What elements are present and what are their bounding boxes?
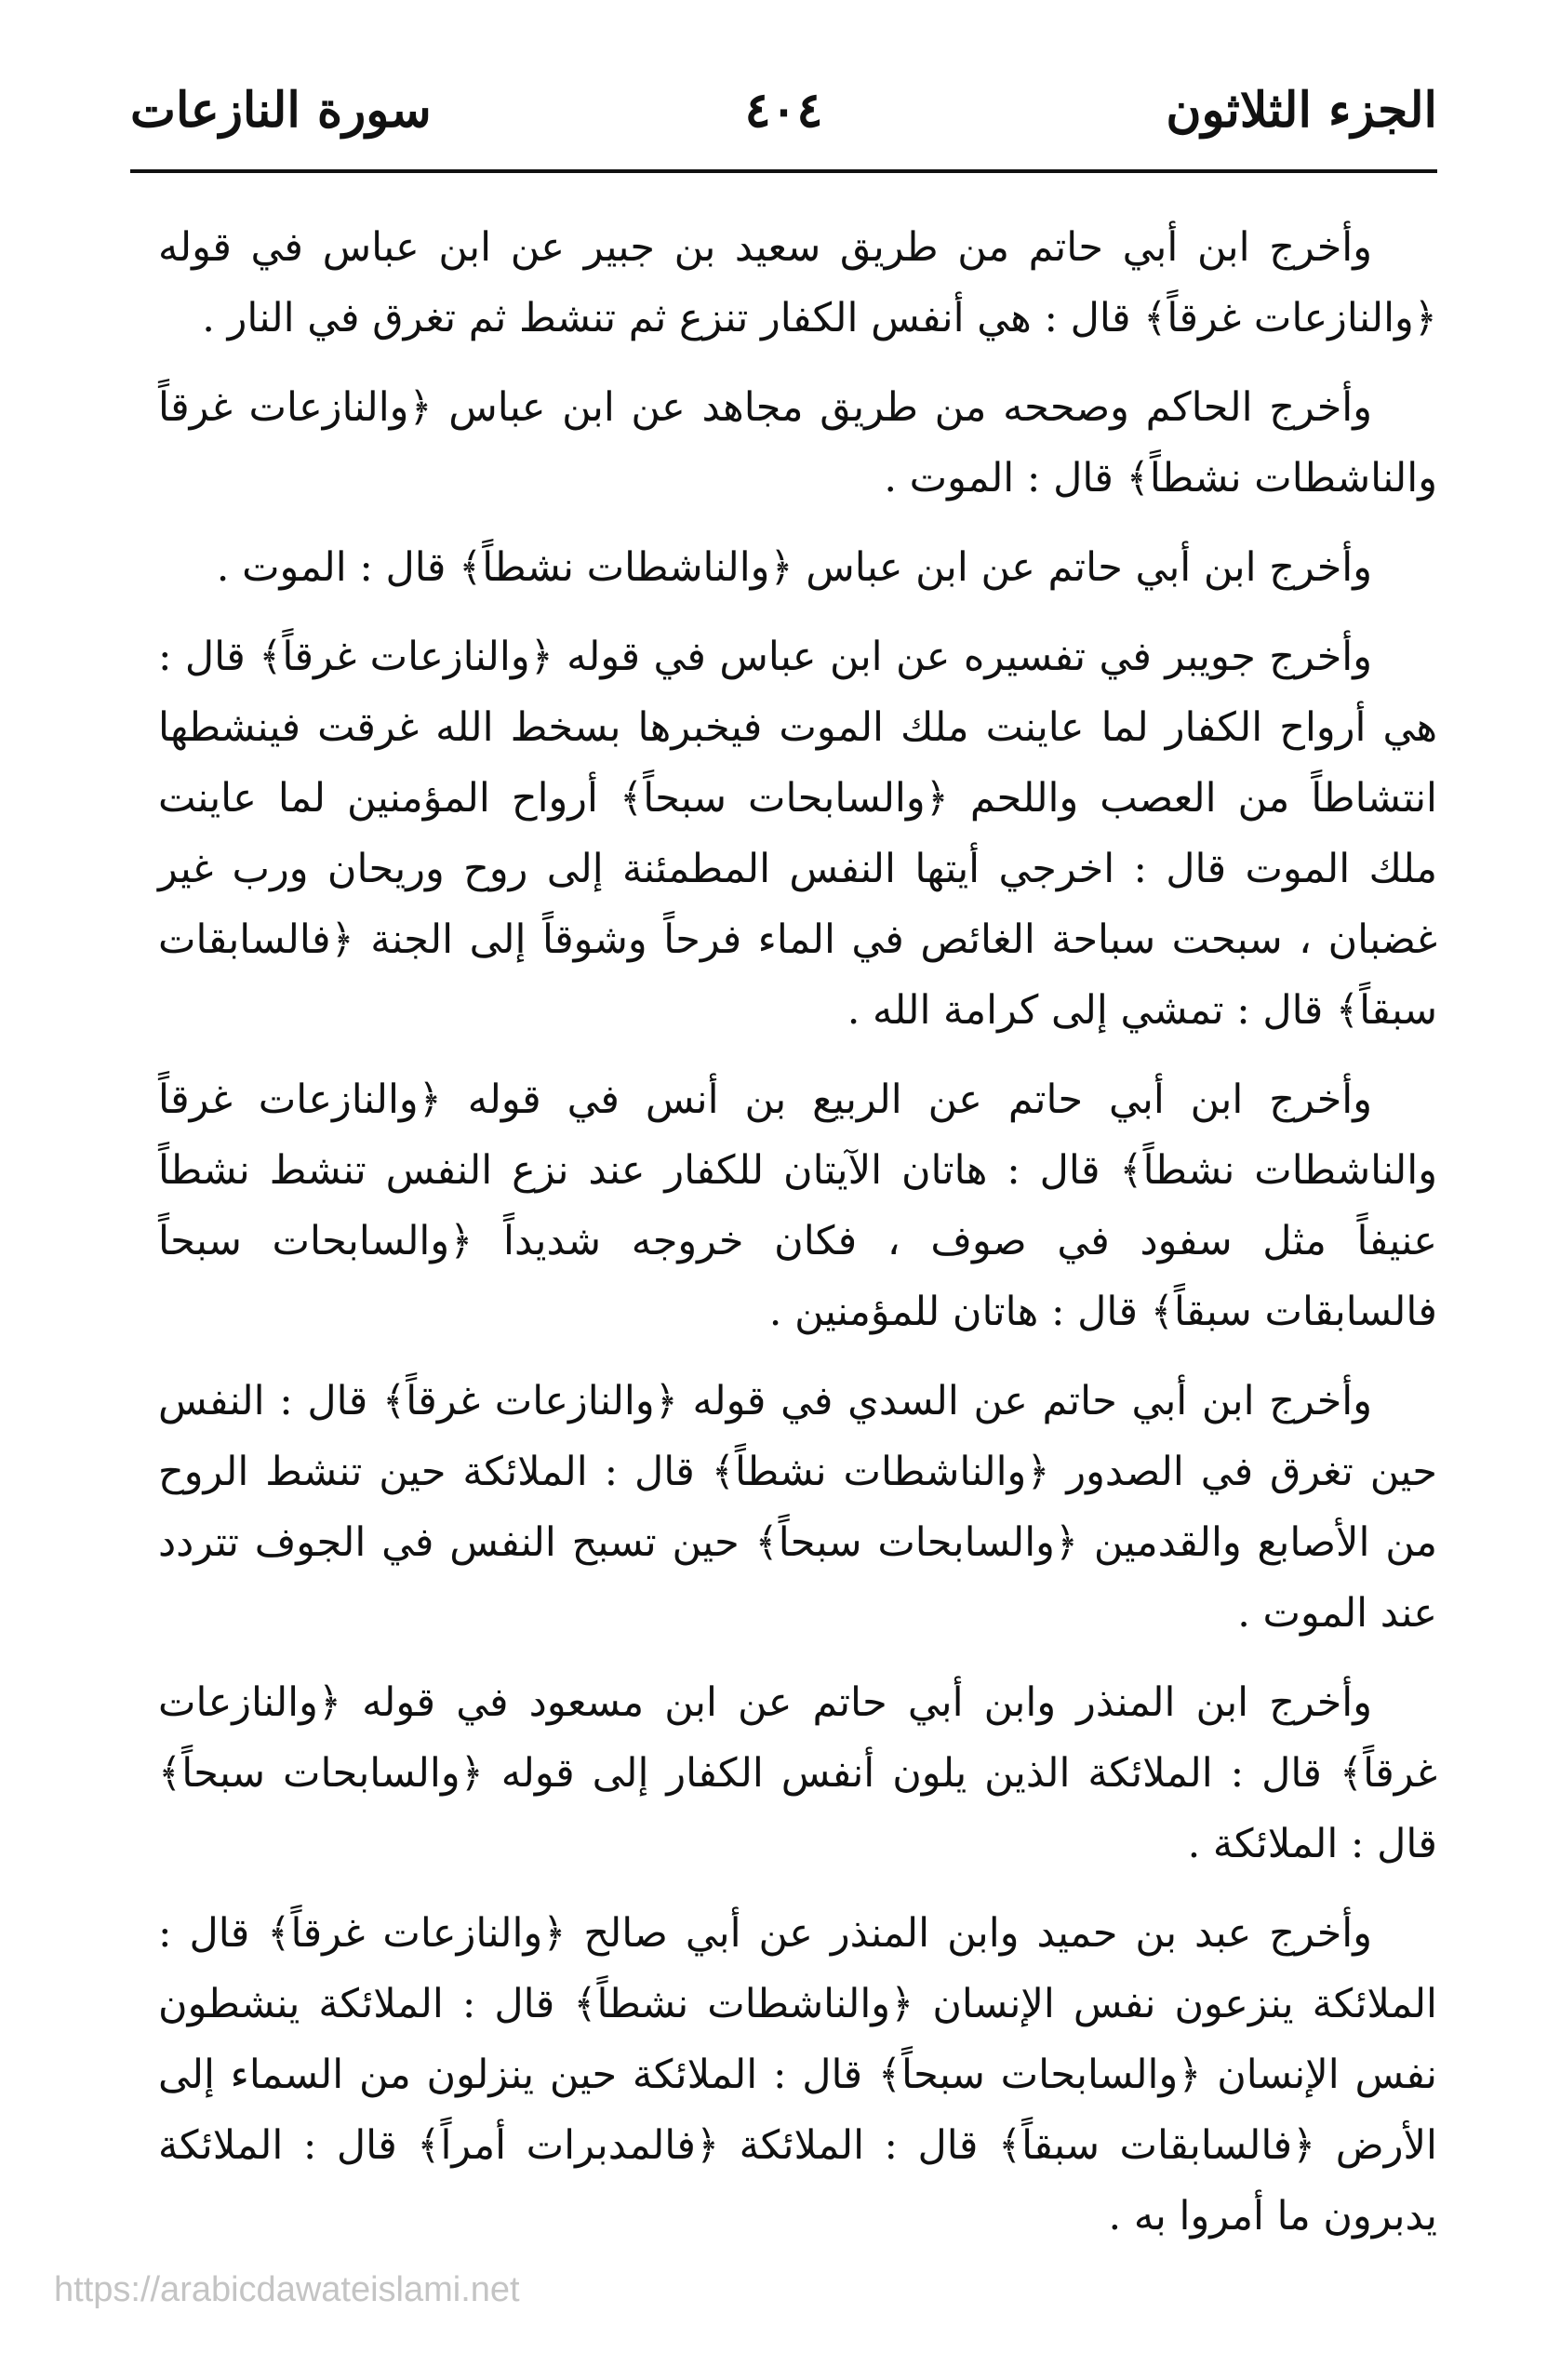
paragraph: وأخرج جويبر في تفسيره عن ابن عباس في قوله ﴿والنازعات غرقاً﴾ قال : هي أرواح الكفار لما عاينت ملك الموت فيخبرها بسخط الله غرقت فينشطها انتشاطاً من العصب واللحم ﴿والسابحات سبحاً﴾ أرواح المؤمنين لما عاينت ملك الموت قال : اخرجي أيتها النفس المطمئنة إلى روح وريحان ورب غير غضبان ، سبحت سباحة الغائص في الماء فرحاً وشوقاً إلى الجنة ﴿فالسابقات سبقاً﴾ قال : تمشي إلى كرامة الله . [158,634,1437,1034]
page-header [130,65,1437,167]
part-label: الجزء الثلاثون [1166,82,1437,139]
surah-title: سورة النازعات [130,82,432,139]
page-number: ٤٠٤ [744,82,823,139]
header-divider [130,169,1437,173]
paragraph: وأخرج ابن أبي حاتم عن ابن عباس ﴿والناشطات نشطاً﴾ قال : الموت . [216,544,1372,591]
page-body [158,212,1437,2270]
watermark-url: https://arabicdawateislami.net [54,2270,520,2309]
paragraph: وأخرج ابن المنذر وابن أبي حاتم عن ابن مسعود في قوله ﴿والنازعات غرقاً﴾ قال : الملائكة الذين يلون أنفس الكفار إلى قوله ﴿والسابحات سبحاً﴾ قال : الملائكة . [158,1679,1437,1867]
paragraph: وأخرج ابن أبي حاتم عن الربيع بن أنس في قوله ﴿والنازعات غرقاً والناشطات نشطاً﴾ قال : هاتان الآيتان للكفار عند نزع النفس تنشط نشطاً عنيفاً مثل سفود في صوف ، فكان خروجه شديداً ﴿والسابحات سبحاً فالسابقات سبقاً﴾ قال : هاتان للمؤمنين . [158,1076,1437,1335]
paragraph: وأخرج ابن أبي حاتم عن السدي في قوله ﴿والنازعات غرقاً﴾ قال : النفس حين تغرق في الصدور ﴿والناشطات نشطاً﴾ قال : الملائكة حين تنشط الروح من الأصابع والقدمين ﴿والسابحات سبحاً﴾ حين تسبح النفس في الجوف تتردد عند الموت . [158,1378,1437,1637]
paragraph: وأخرج عبد بن حميد وابن المنذر عن أبي صالح ﴿والنازعات غرقاً﴾ قال : الملائكة ينزعون نفس الإنسان ﴿والناشطات نشطاً﴾ قال : الملائكة ينشطون نفس الإنسان ﴿والسابحات سبحاً﴾ قال : الملائكة حين ينزلون من السماء إلى الأرض ﴿فالسابقات سبقاً﴾ قال : الملائكة ﴿فالمدبرات أمراً﴾ قال : الملائكة يدبرون ما أمروا به . [158,1910,1437,2240]
paragraph: وأخرج ابن أبي حاتم من طريق سعيد بن جبير عن ابن عباس في قوله ﴿والنازعات غرقاً﴾ قال : هي أنفس الكفار تنزع ثم تنشط ثم تغرق في النار . [158,224,1437,341]
paragraph: وأخرج الحاكم وصححه من طريق مجاهد عن ابن عباس ﴿والنازعات غرقاً والناشطات نشطاً﴾ قال : الموت . [158,384,1437,501]
